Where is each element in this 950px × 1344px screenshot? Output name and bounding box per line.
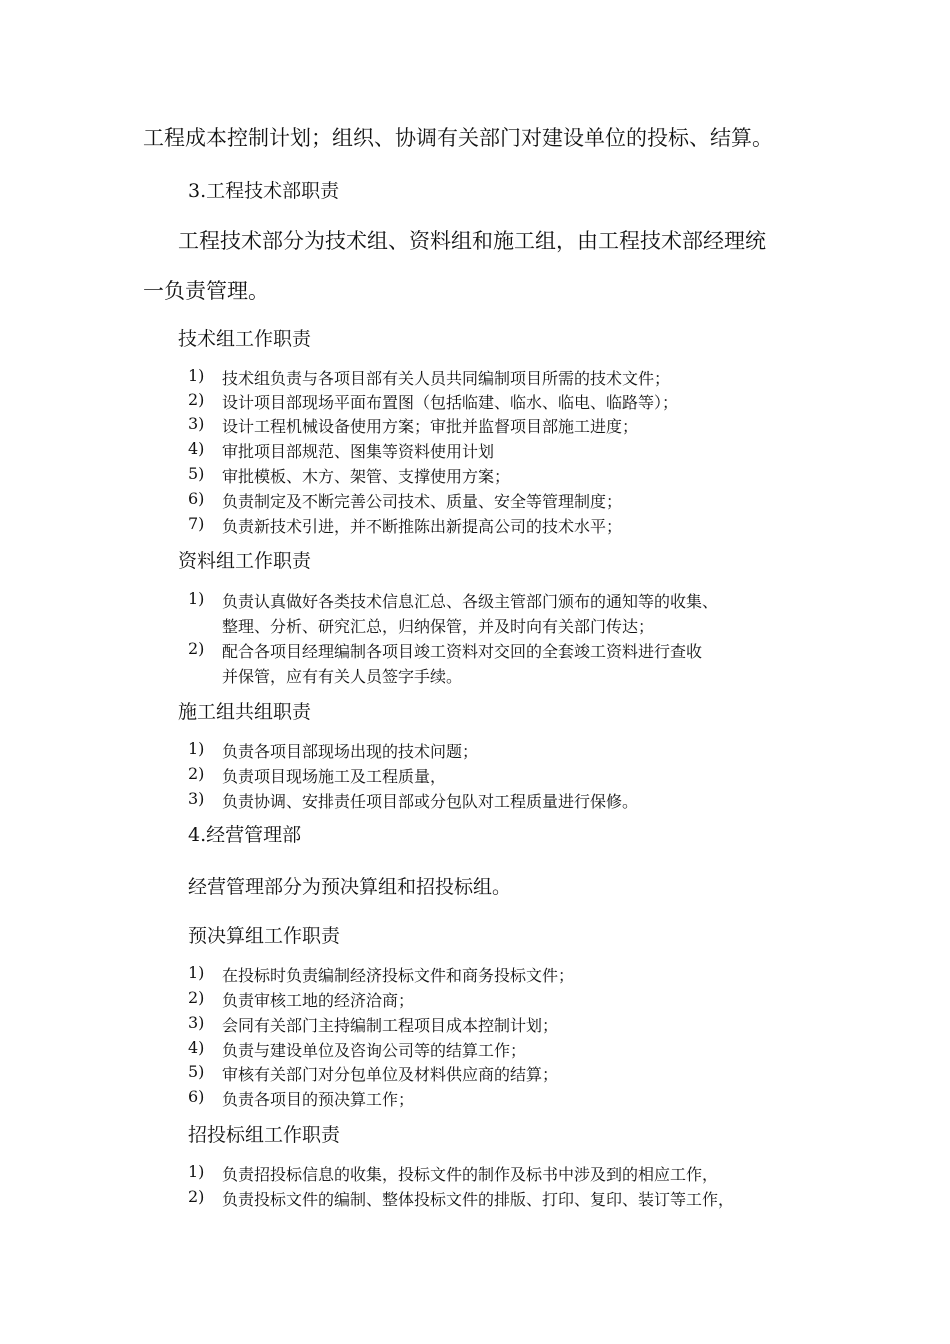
subsection-title-data: 资料组工作职责 — [178, 550, 312, 572]
paragraph-line: 一负责管理。 — [143, 279, 269, 303]
subsection-title-construction: 施工组共组职责 — [178, 701, 312, 723]
paragraph-line: 工程技术部分为技术组、资料组和施工组，由工程技术部经理统 — [178, 229, 766, 253]
list-item-continuation: 整理、分析、研究汇总，归纳保管，并及时向有关部门传达； — [222, 617, 655, 636]
subsection-title-bidding: 招投标组工作职责 — [188, 1124, 341, 1146]
section-heading-3: 3.工程技术部职责 — [188, 180, 340, 202]
document-page: 工程成本控制计划；组织、协调有关部门对建设单位的投标、结算。 3.工程技术部职责 工程技术部分为技术组、资料组和施工组，由工程技术部经理统 一负责管理。 技术组工作职责 1) 技术组负责与各项目部有关人员共同编制项目所需的技术文件； 2) 设计项目部现场平面布置图（包括临建、临水、临电、临路等）； 3) 设计工程机械设备使用方案；审批并监督项目部施工进度； 4) 审批项目部规范、图集等资料使用计划 5) 审批模板、木方、架管、支撑使用方案； 6) 负责制定及不断完善公司技术、质量、安全等管理制度； 7) 负责新技术引进，并不断推陈出新提高公司的技术水平； 资料组工作职责 1) 负责认真做好各类技术信息汇总、各级主管部门颁布的通知等的收集、 整理、分析、研究汇总，归纳保管，并及时向有关部门传达； 2) 配合各项目经理编制各项目竣工资料对交回的全套竣工资料进行查收 并保管，应有有关人员签字手续。 施工组共组职责 1) 负责各项目部现场出现的技术问题； 2) 负责项目现场施工及工程质量， 3) 负责协调、安排责任项目部或分包队对工程质量进行保修。 4.经营管理部 经营管理部分为预决算组和招投标组。 预决算组工作职责 1) 在投标时负责编制经济投标文件和商务投标文件； 2) 负责审核工地的经济洽商； 3) 会同有关部门主持编制工程项目成本控制计划； 4) 负责与建设单位及咨询公司等的结算工作； 5) 审核有关部门对分包单位及材料供应商的结算； 6) 负责各项目的预决算工作； 招投标组工作职责 1) 负责招投标信息的收集，投标文件的制作及标书中涉及到的相应工作， 2) 负责投标文件的编制、整体投标文件的排版、打印、复印、装订等工作， — [0, 0, 950, 1344]
section-heading-4: 4.经营管理部 — [188, 824, 302, 846]
subsection-title-tech: 技术组工作职责 — [178, 328, 312, 350]
list-item-continuation: 并保管，应有有关人员签字手续。 — [222, 667, 463, 686]
paragraph-line: 经营管理部分为预决算组和招投标组。 — [188, 876, 512, 898]
subsection-title-budget: 预决算组工作职责 — [188, 925, 341, 947]
paragraph-line: 工程成本控制计划；组织、协调有关部门对建设单位的投标、结算。 — [143, 126, 773, 150]
